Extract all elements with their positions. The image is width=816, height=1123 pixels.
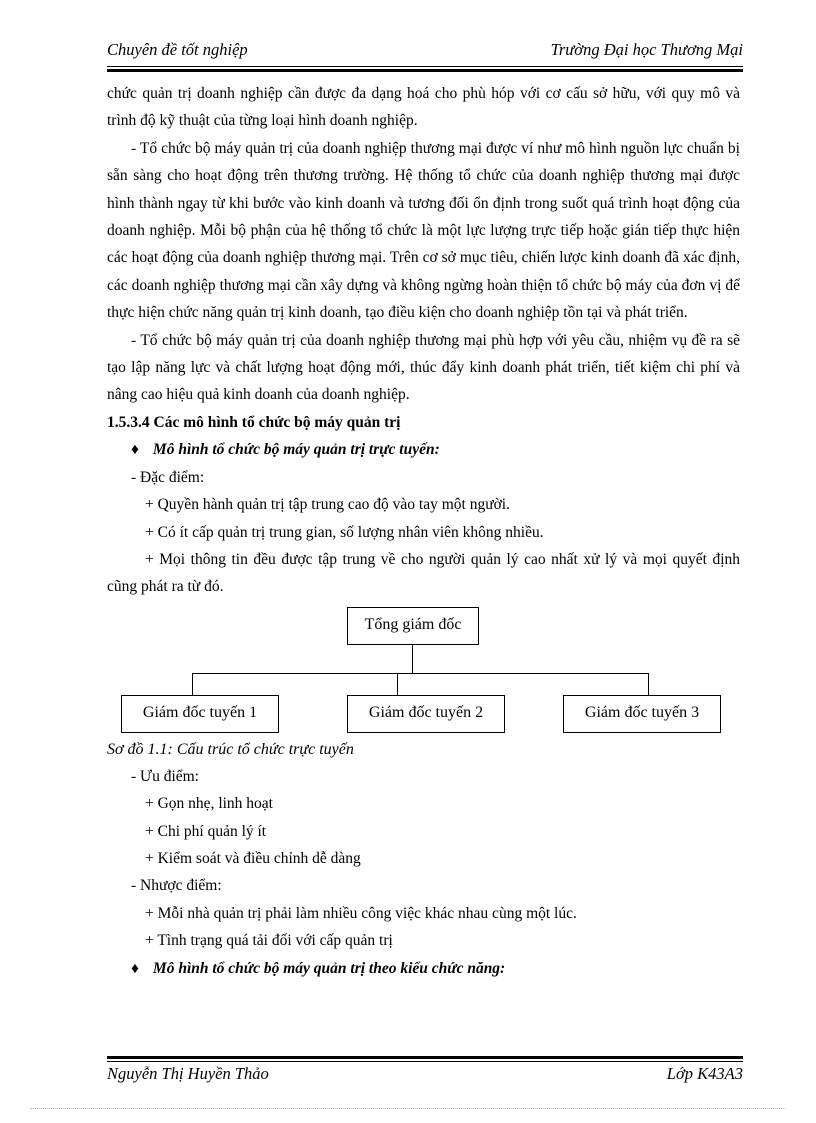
org-box-child: Giám đốc tuyến 2 <box>347 695 505 733</box>
org-connector <box>397 673 398 695</box>
body-content <box>107 80 740 982</box>
page-boundary <box>30 1108 786 1109</box>
footer-class: Lớp K43A3 <box>666 1064 743 1083</box>
chart-caption: Sơ đồ 1.1: Cấu trúc tổ chức trực tuyến <box>107 740 354 758</box>
list-item: + Mọi thông tin đều được tập trung về cho người quản lý cao nhất xử lý và mọi quyết định cũng phát ra từ đó. <box>107 550 740 596</box>
page-header <box>107 40 743 66</box>
list-item: + Chi phí quản lý ít <box>145 822 267 840</box>
list-item: + Kiểm soát và điều chỉnh dễ dàng <box>145 849 361 867</box>
page-footer <box>107 1064 743 1084</box>
paragraph: - Tổ chức bộ máy quản trị của doanh nghiệp thương mại phù hợp với yêu cầu, nhiệm vụ đề ra sẽ tạo lập năng lực và chất lượng hoạt động mới, thúc đẩy kinh doanh phát triển, tiết kiệm chi phí và nâng cao hiệu quả kinh doanh của doanh nghiệp. <box>107 331 740 404</box>
header-right: Trường Đại học Thương Mại <box>550 40 743 59</box>
features-label: - Đặc điểm: <box>131 468 205 486</box>
paragraph: chức quản trị doanh nghiệp cần được đa dạng hoá cho phù hóp với cơ cấu sở hữu, với quy mô và trình độ kỹ thuật của từng loại hình doanh nghiệp. <box>107 85 740 130</box>
list-item: + Quyền hành quản trị tập trung cao độ vào tay một người. <box>145 496 510 514</box>
diamond-bullet-icon: ♦ <box>131 441 139 459</box>
org-connector <box>192 673 648 674</box>
org-box-child: Giám đốc tuyến 3 <box>563 695 721 733</box>
advantages-label: - Ưu điểm: <box>131 767 199 785</box>
list-item: + Tình trạng quá tải đối với cấp quản trị <box>145 932 393 950</box>
model1-title <box>107 436 740 463</box>
org-connector <box>412 645 413 673</box>
model2-title-text: Mô hình tổ chức bộ máy quản trị theo kiểu chức năng: <box>152 959 506 977</box>
footer-rule <box>107 1056 743 1062</box>
header-left: Chuyên đề tốt nghiệp <box>107 40 248 59</box>
list-item: + Mỗi nhà quản trị phải làm nhiều công việc khác nhau cùng một lúc. <box>145 904 577 922</box>
disadvantages-label: - Nhược điểm: <box>131 877 222 895</box>
org-box-child: Giám đốc tuyến 1 <box>121 695 279 733</box>
org-connector <box>192 673 193 695</box>
paragraph: - Tổ chức bộ máy quản trị của doanh nghiệp thương mại được ví như mô hình nguồn lực chuẩn bị sẵn sàng cho hoạt động trên thương trường. Hệ thống tổ chức của doanh nghiệp thương mại được hình thành ngay từ khi bước vào kinh doanh và tương đối ổn định trong suốt quá trình hoạt động của doanh nghiệp. Mỗi bộ phận của hệ thống tổ chức là một lực lượng trực tiếp hoặc gián tiếp thực hiện các hoạt động của doanh nghiệp thương mại. Trên cơ sở mục tiêu, chiến lược kinh doanh đã xác định, các doanh nghiệp thương mại cần xây dựng và không ngừng hoàn thiện tổ chức bộ máy của đơn vị để thực hiện chức năng quản trị kinh doanh, tạo điều kiện cho doanh nghiệp tồn tại và phát triển. <box>107 139 740 322</box>
section-heading: 1.5.3.4 Các mô hình tổ chức bộ máy quản trị <box>107 413 401 431</box>
list-item: + Có ít cấp quản trị trung gian, số lượng nhân viên không nhiều. <box>145 523 544 541</box>
org-connector <box>648 673 649 695</box>
footer-author: Nguyễn Thị Huyền Thảo <box>107 1064 269 1083</box>
org-box-top: Tổng giám đốc <box>347 607 479 645</box>
header-rule <box>107 66 743 72</box>
model2-title <box>107 955 740 982</box>
org-chart <box>107 607 740 737</box>
model1-title-text: Mô hình tổ chức bộ máy quản trị trực tuyến: <box>152 441 440 459</box>
list-item: + Gọn nhẹ, linh hoạt <box>145 795 273 813</box>
diamond-bullet-icon: ♦ <box>131 959 139 977</box>
